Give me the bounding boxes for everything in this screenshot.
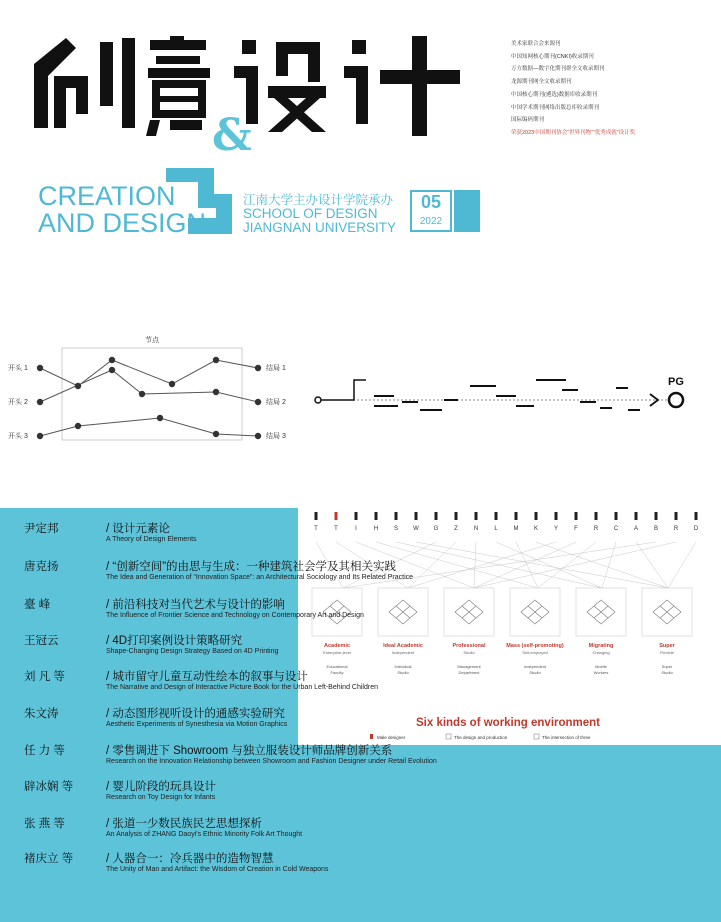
designer-letter: N <box>473 526 479 532</box>
designer-letter: L <box>494 526 498 532</box>
environment-label: Independent <box>523 664 547 669</box>
narrative-diagram <box>0 330 310 450</box>
toc-title-cn: / 人器合一：冷兵器中的造物智慧 <box>106 853 274 865</box>
timeline-diagram <box>310 370 690 420</box>
environment-label: Studio <box>463 650 475 655</box>
toc-author: 王冠云 <box>24 635 59 647</box>
designer-letter: M <box>513 526 519 532</box>
indexing-item: 中国核心期刊(遴选)数据库收录期刊 <box>511 91 598 98</box>
designer-marker <box>475 512 478 520</box>
designer-marker <box>575 512 578 520</box>
toc-author: 刘 凡 等 <box>24 671 65 683</box>
designer-letter: H <box>373 526 379 532</box>
designer-markers <box>314 512 699 532</box>
designer-marker <box>655 512 658 520</box>
environment-label: Workers <box>593 670 609 675</box>
designer-letter: R <box>673 526 679 532</box>
toc-author: 褚庆立 等 <box>24 853 74 865</box>
toc-title-en: The Unity of Man and Artifact: the Wisdom of Creation in Cold Weapons <box>106 866 329 873</box>
toc-title-cn: / 零售调进下 Showroom 与独立服装设计师品牌创新关系 <box>106 745 393 757</box>
title-en-line1: CREATION <box>38 181 176 211</box>
toc-author: 辟冰娴 等 <box>24 781 74 793</box>
indexing-item: 国际编码期刊 <box>511 117 545 124</box>
toc-title-en: The Idea and Generation of “Innovation Space”: an Architectural Sociology and Its Related Practice <box>106 574 414 581</box>
toc-title-cn: / “创新空间”的由思与生成：一种建筑社会学及其相关实践 <box>106 561 397 573</box>
environment-caption: Six kinds of working environment <box>415 717 601 729</box>
start-label-1: 开头 1 <box>8 365 28 372</box>
indexing-item: 美术家联合会来源刊 <box>511 41 561 47</box>
toc-author: 臺 峰 <box>24 599 51 611</box>
toc-title-en: An Analysis of ZHANG Daoyi's Ethnic Minority Folk Art Thought <box>106 831 303 838</box>
start-label-3: 开头 3 <box>8 433 28 440</box>
designer-marker <box>635 512 638 520</box>
toc-author: 张 燕 等 <box>24 818 65 830</box>
environment-label: Educational <box>326 664 348 669</box>
designer-letter: S <box>393 526 399 532</box>
school-info <box>243 193 396 235</box>
title-en <box>38 183 206 237</box>
toc-title-en: The Influence of Frontier Science and Technology on Contemporary Art and Design <box>106 612 364 619</box>
designer-marker <box>335 512 338 520</box>
designer-letter: Y <box>553 526 559 532</box>
designer-marker <box>595 512 598 520</box>
indexing-item-award: 荣获2023中国期刊协会“世界刊物”“优秀成就”设计奖 <box>511 129 636 136</box>
toc-title-cn: / 婴儿阶段的玩具设计 <box>106 781 216 793</box>
title-en-line2: AND DESIGN <box>38 208 207 238</box>
environment-label: Flexible <box>660 650 674 655</box>
designer-marker <box>675 512 678 520</box>
toc-title-en: Research on Toy Design for Infants <box>106 794 216 801</box>
environment-label: Ideal Academic <box>383 643 423 649</box>
legend-item: Male designer <box>377 735 406 740</box>
designer-marker <box>315 512 318 520</box>
designer-marker <box>435 512 438 520</box>
designer-letter: T <box>314 526 318 532</box>
environment-label: Academic <box>324 643 350 649</box>
designer-letter: D <box>693 526 699 532</box>
toc-title-cn: / 4D打印案例设计策略研究 <box>106 635 243 647</box>
start-label-2: 开头 2 <box>8 399 28 406</box>
designer-marker <box>395 512 398 520</box>
toc-title-cn: / 前沿科技对当代艺术与设计的影响 <box>106 599 285 611</box>
indexing-item: 中国知网核心期刊(CNKI)收录期刊 <box>511 53 594 60</box>
designer-marker <box>375 512 378 520</box>
environment-label: Studio <box>661 670 673 675</box>
end-label-2: 结局 2 <box>266 399 286 406</box>
designer-letter: G <box>433 526 439 532</box>
environment-label: Mobile <box>595 664 607 669</box>
toc-title-en: A Theory of Design Elements <box>106 536 197 543</box>
title-ampersand: & <box>212 110 252 161</box>
environment-label: Individual <box>394 664 412 669</box>
designer-marker <box>695 512 698 520</box>
designer-letter: K <box>533 526 539 532</box>
designer-marker <box>495 512 498 520</box>
end-label-1: 结局 1 <box>266 365 286 372</box>
designer-letter: F <box>574 526 578 532</box>
issue-number: 05 <box>420 192 442 212</box>
designer-marker <box>535 512 538 520</box>
toc-title-en: Research on the Innovation Relationship between Showroom and Fashion Designer under Retail Evolution <box>106 758 437 765</box>
toc-author: 尹定邦 <box>24 523 59 535</box>
school-cn: 江南大学主办设计学院承办 <box>243 193 394 207</box>
environment-label: Department <box>458 670 480 675</box>
indexing-item: 万方数据—数字化期刊群全文收录期刊 <box>511 66 605 73</box>
designer-letter: B <box>653 526 659 532</box>
indexing-list <box>511 38 711 140</box>
environment-label: Mass (self-promoting) <box>506 643 564 649</box>
designer-letter: A <box>633 526 639 532</box>
timeline-end-label: PG <box>668 376 684 388</box>
toc-title-en: The Narrative and Design of Interactive Picture Book for the Urban Left-Behind Children <box>106 684 378 691</box>
designer-letter: T <box>334 526 338 532</box>
designer-marker <box>515 512 518 520</box>
environment-label: Enterprise-level <box>323 650 351 655</box>
environment-label: Self-employed <box>522 650 548 655</box>
end-label-3: 结局 3 <box>266 433 286 440</box>
toc-author: 唐克扬 <box>24 561 59 573</box>
toc-author: 朱文涛 <box>24 708 59 720</box>
toc-title-en: Shape-Changing Design Strategy Based on 4D Printing <box>106 648 279 655</box>
designer-marker <box>355 512 358 520</box>
designer-marker <box>555 512 558 520</box>
designer-letter: Z <box>454 526 458 532</box>
environment-legend <box>370 734 591 740</box>
indexing-item: 龙源期刊网全文收录期刊 <box>511 79 572 86</box>
toc-title-cn: / 动态图形视听设计的通感实验研究 <box>106 708 285 720</box>
toc-title-cn: / 张道一少数民族民艺思想探析 <box>106 818 262 830</box>
school-en-line1: SCHOOL OF DESIGN <box>243 206 378 221</box>
toc-author: 任 力 等 <box>24 745 65 757</box>
environment-diagram <box>298 508 721 745</box>
designer-letter: I <box>355 526 357 532</box>
issue-year: 2022 <box>419 216 443 227</box>
designer-letter: W <box>413 526 419 532</box>
node-label: 节点 <box>145 337 159 344</box>
school-en-line2: JIANGNAN UNIVERSITY <box>243 220 397 235</box>
designer-letter: C <box>613 526 619 532</box>
environment-label: Studio <box>529 670 541 675</box>
environment-label: Independent <box>391 650 415 655</box>
designer-marker <box>615 512 618 520</box>
environment-label: Migrating <box>588 643 614 649</box>
toc-title-cn: / 城市留守儿童互动性绘本的叙事与设计 <box>106 671 308 683</box>
environment-label: Studio <box>397 670 409 675</box>
indexing-item: 中国学术期刊网络出版总库收录期刊 <box>511 104 600 111</box>
environment-label: Faculty <box>330 670 344 675</box>
legend-item: The intersection of three <box>542 735 591 740</box>
environment-label: Professional <box>452 643 486 649</box>
designer-marker <box>455 512 458 520</box>
environment-label: Changing <box>592 650 610 655</box>
designer-marker <box>415 512 418 520</box>
environment-label: Super <box>659 643 675 649</box>
issue-side-bar <box>454 190 480 232</box>
toc-title-cn: / 设计元素论 <box>106 523 170 535</box>
issue-badge <box>410 190 452 232</box>
environment-label: Super <box>661 664 673 669</box>
designer-letter: R <box>593 526 599 532</box>
legend-item: The design and production <box>454 735 508 740</box>
environment-label: Management <box>457 664 481 669</box>
toc-title-en: Aesthetic Experiments of Synesthesia via Motion Graphics <box>106 721 288 728</box>
